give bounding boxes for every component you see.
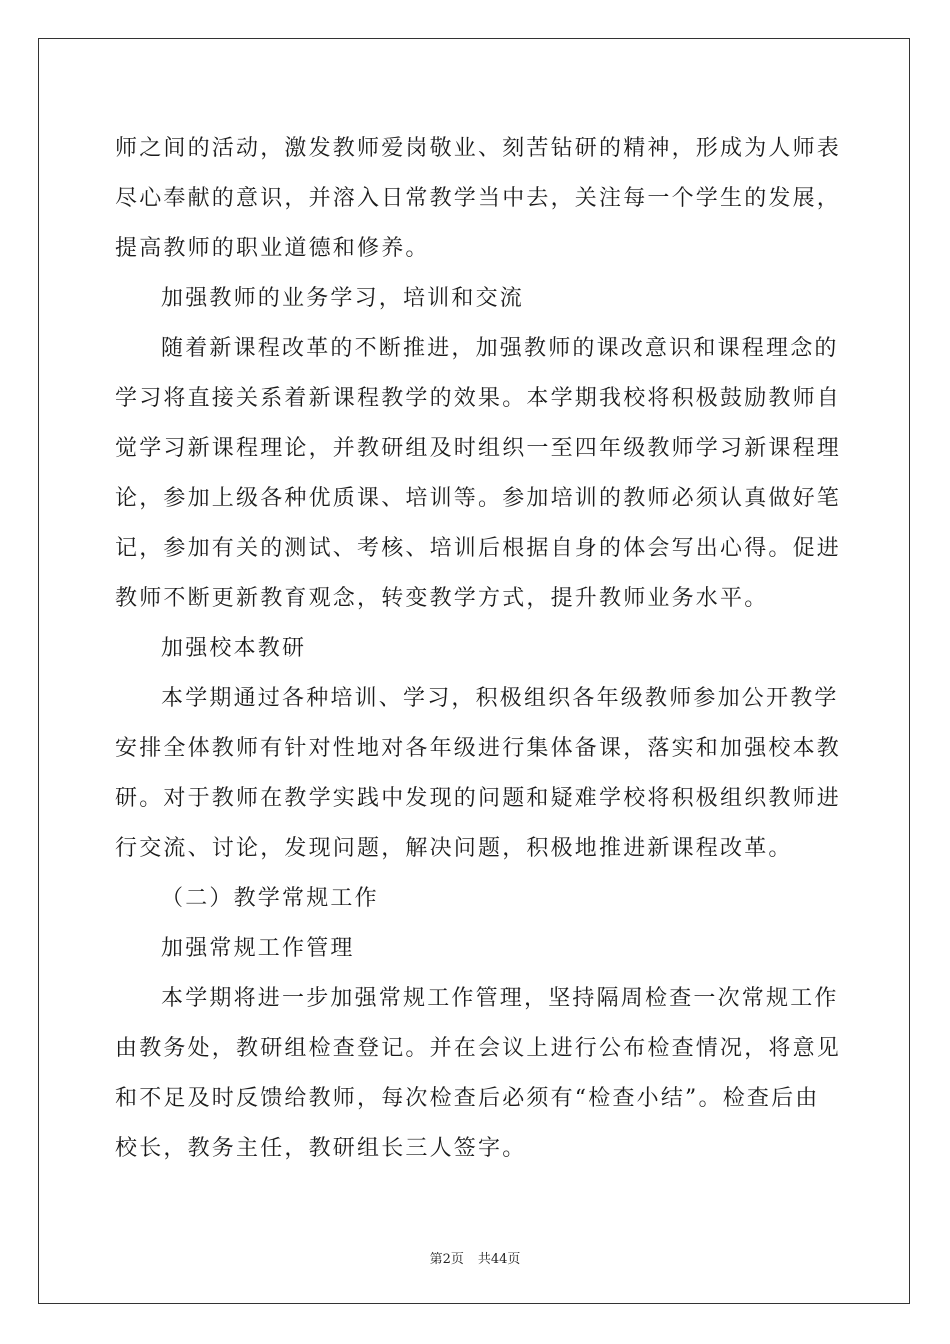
section-heading-routine-management: 加强常规工作管理 xyxy=(161,936,355,961)
page-number: 第2页 xyxy=(429,1252,464,1267)
text-line: 尽心奉献的意识，并溶入日常教学当中去，关注每一个学生的发展， xyxy=(115,186,842,211)
page-footer xyxy=(0,1248,950,1267)
section-heading-training: 加强教师的业务学习，培训和交流 xyxy=(161,286,525,311)
text-line: 本学期通过各种培训、学习，积极组织各年级教师参加公开教学 xyxy=(161,686,839,711)
text-line: 安排全体教师有针对性地对各年级进行集体备课，落实和加强校本教 xyxy=(115,736,842,761)
document-body xyxy=(115,124,842,1174)
text-line: 行交流、讨论，发现问题，解决问题，积极地推进新课程改革。 xyxy=(115,836,793,861)
text-line: 觉学习新课程理论，并教研组及时组织一至四年级教师学习新课程理 xyxy=(115,436,842,461)
text-line: 和不足及时反馈给教师，每次检查后必须有“检查小结”。检查后由 xyxy=(115,1086,820,1111)
text-line: 论，参加上级各种优质课、培训等。参加培训的教师必须认真做好笔 xyxy=(115,486,842,511)
text-line: 记，参加有关的测试、考核、培训后根据自身的体会写出心得。促进 xyxy=(115,536,842,561)
text-line: 由教务处，教研组检查登记。并在会议上进行公布检查情况，将意见 xyxy=(115,1036,842,1061)
text-line: 校长，教务主任，教研组长三人签字。 xyxy=(115,1136,527,1161)
text-line: 师之间的活动，激发教师爱岗敬业、刻苦钻研的精神，形成为人师表 xyxy=(115,136,842,161)
text-line: 本学期将进一步加强常规工作管理，坚持隔周检查一次常规工作 xyxy=(161,986,839,1011)
section-heading-school-research: 加强校本教研 xyxy=(161,636,307,661)
text-line: 教师不断更新教育观念，转变教学方式，提升教师业务水平。 xyxy=(115,586,769,611)
page-total: 共44页 xyxy=(477,1252,521,1267)
text-line: 研。对于教师在教学实践中发现的问题和疑难学校将积极组织教师进 xyxy=(115,786,842,811)
text-line: 学习将直接关系着新课程教学的效果。本学期我校将积极鼓励教师自 xyxy=(115,386,842,411)
text-line: 提高教师的职业道德和修养。 xyxy=(115,236,430,261)
text-line: 随着新课程改革的不断推进，加强教师的课改意识和课程理念的 xyxy=(161,336,839,361)
section-heading-routine-work: （二）教学常规工作 xyxy=(161,886,379,911)
